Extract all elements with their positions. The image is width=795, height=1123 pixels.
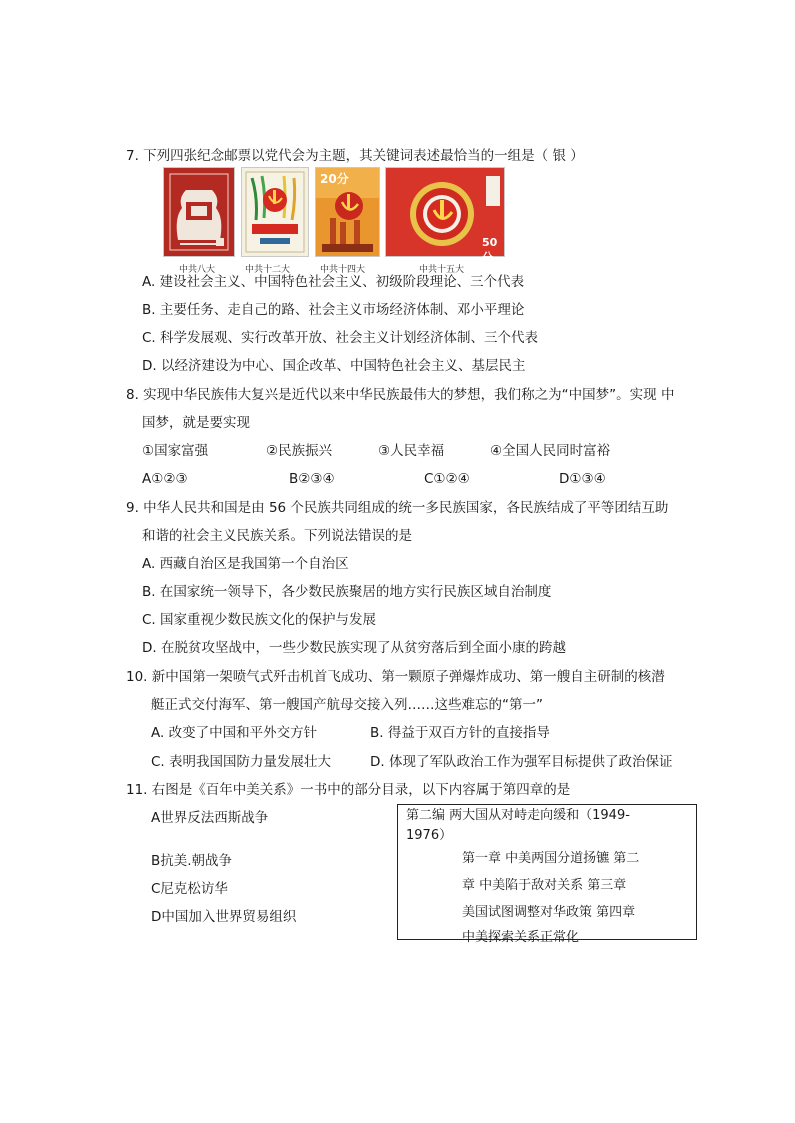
q10-stem-line1: 10. 新中国第一架喷气式歼击机首飞成功、第一颗原子弹爆炸成功、第一艘自主研制的核潜: [126, 669, 665, 685]
stamp-14th-congress: [316, 168, 379, 256]
q11-stem: 11. 右图是《百年中美关系》一书中的部分目录，以下内容属于第四章的是: [126, 782, 571, 798]
toc-line-5: 美国试图调整对华政策 第四章: [462, 905, 636, 920]
q10-option-d: D. 体现了军队政治工作为强军目标提供了政治保证: [370, 754, 673, 770]
q7-option-d: D. 以经济建设为中心、国企改革、中国特色社会主义、基层民主: [142, 358, 526, 374]
toc-line-6: 中美探索关系正常化: [462, 930, 580, 945]
q8-item-2: ②民族振兴: [266, 443, 333, 459]
stamp-15th-value: 50分: [482, 236, 498, 264]
q8-stem-line2: 国梦，就是要实现: [142, 415, 250, 431]
toc-line-4: 章 中美陷于敌对关系 第三章: [462, 878, 627, 893]
q9-option-b: B. 在国家统一领导下，各少数民族聚居的地方实行民族区域自治制度: [142, 584, 552, 600]
q10-option-a: A. 改变了中国和平外交方针: [151, 725, 318, 741]
stamp-images: [162, 168, 507, 276]
table-of-contents-box: [397, 804, 697, 945]
q8-stem-line1: 8. 实现中华民族伟大复兴是近代以来中华民族最伟大的梦想，我们称之为“中国梦”。实现 中: [126, 387, 675, 403]
q9-stem-line1: 9. 中华人民共和国是由 56 个民族共同组成的统一多民族国家，各民族结成了平等团结互助: [126, 500, 669, 516]
stamp-label-12th: 中共十二大: [245, 265, 291, 275]
stamp-14th-value: 20分: [320, 172, 349, 186]
q9-stem-line2: 和谐的社会主义民族关系。下列说法错误的是: [142, 528, 412, 544]
q9-option-a: A. 西藏自治区是我国第一个自治区: [142, 556, 349, 572]
q9-option-c: C. 国家重视少数民族文化的保护与发展: [142, 612, 377, 628]
q8-item-4: ④全国人民同时富裕: [490, 443, 611, 459]
q8-option-d: D①③④: [559, 471, 606, 487]
q10-option-b: B. 得益于双百方针的直接指导: [370, 725, 550, 741]
q7-stem: 7. 下列四张纪念邮票以党代会为主题，其关键词表述最恰当的一组是（ 银 ）: [126, 148, 584, 164]
toc-line-1: 第二编 两大国从对峙走向缓和（1949-: [406, 808, 630, 823]
q8-option-c: C①②④: [424, 471, 470, 487]
q7-option-a: A. 建设社会主义、中国特色社会主义、初级阶段理论、三个代表: [142, 274, 525, 290]
q8-item-3: ③人民幸福: [378, 443, 445, 459]
q10-stem-line2: 艇正式交付海军、第一艘国产航母交接入列……这些难忘的“第一”: [151, 697, 543, 713]
toc-line-3: 第一章 中美两国分道扬镳 第二: [462, 851, 640, 866]
q8-option-a: A①②③: [142, 471, 188, 487]
q11-option-c: C尼克松访华: [151, 881, 228, 897]
q8-item-1: ①国家富强: [142, 443, 209, 459]
toc-line-2: 1976）: [406, 828, 453, 843]
stamp-12th-congress: [242, 168, 308, 256]
q10-option-c: C. 表明我国国防力量发展壮大: [151, 754, 332, 770]
stamp-label-8th: 中共八大: [179, 265, 216, 275]
stamp-12th-image: [242, 168, 308, 256]
q11-option-d: D中国加入世界贸易组织: [151, 909, 297, 925]
q7-option-c: C. 科学发展观、实行改革开放、社会主义计划经济体制、三个代表: [142, 330, 539, 346]
q11-option-a: A世界反法西斯战争: [151, 810, 269, 826]
q7-option-b: B. 主要任务、走自己的路、社会主义市场经济体制、邓小平理论: [142, 302, 525, 318]
stamp-label-15th: 中共十五大: [419, 265, 465, 275]
stamp-15th-congress: [386, 168, 504, 264]
stamp-8th-congress: [164, 168, 234, 256]
q9-option-d: D. 在脱贫攻坚战中，一些少数民族实现了从贫穷落后到全面小康的跨越: [142, 640, 566, 656]
q8-option-b: B②③④: [289, 471, 335, 487]
stamp-label-14th: 中共十四大: [320, 265, 366, 275]
stamp-8th-image: [164, 168, 234, 256]
q11-option-b: B抗美.朝战争: [151, 853, 233, 869]
